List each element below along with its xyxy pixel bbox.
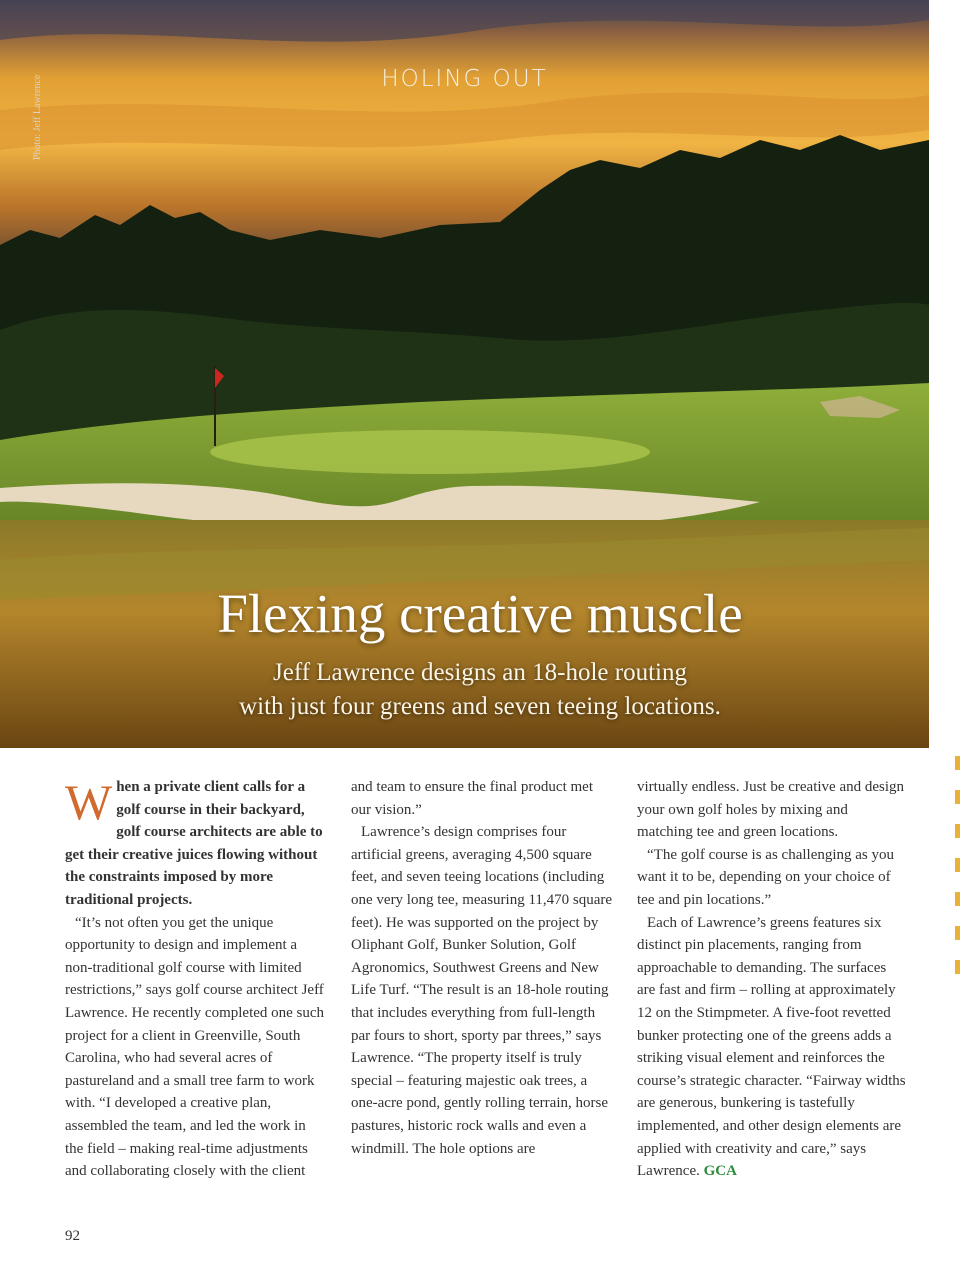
body-column-1 bbox=[65, 776, 325, 1183]
article-subtitle bbox=[200, 656, 760, 724]
paragraph bbox=[637, 912, 907, 1183]
photo-credit: Photo: Jeff Lawrence bbox=[32, 74, 43, 160]
body-column-2 bbox=[351, 776, 613, 1160]
lead-text: hen a private client calls for a golf course in their backyard, golf course architects are able to get their creative juices flowing without the constraints imposed by more traditional projects. bbox=[65, 779, 323, 908]
signoff-mark: GCA bbox=[703, 1163, 737, 1180]
subtitle-line-1: Jeff Lawrence designs an 18-hole routing bbox=[273, 659, 687, 686]
page-number: 92 bbox=[65, 1228, 80, 1244]
article-title: Flexing creative muscle bbox=[217, 583, 743, 644]
paragraph-text: Each of Lawrence’s greens features six distinct pin placements, ranging from approachable to demanding. The surfaces are fast and firm – rolling at approximately 12 on the Stimpmeter. A five-foot revetted bunker protecting one of the greens adds a striking visual element and reinforces the course’s strategic character. “Fairway widths are generous, bunkering is tastefully implemented, and other design elements are applied with creativity and care,” says Lawrence. bbox=[637, 914, 906, 1180]
paragraph: and team to ensure the final product met our vision.” bbox=[351, 779, 593, 818]
drop-cap: W bbox=[65, 774, 113, 830]
section-label: HOLING OUT bbox=[381, 66, 548, 92]
body-column-3 bbox=[637, 776, 907, 1183]
subtitle-line-2: with just four greens and seven teeing locations. bbox=[239, 693, 721, 720]
paragraph: Lawrence’s design comprises four artificial greens, averaging 4,500 square feet, and seven teeing locations (including one very long tee, measuring 11,470 square feet). He was supported on the project by Oliphant Golf, Bunker Solution, Golf Agronomics, Southwest Greens and New Life Turf. “The result is an 18-hole routing that includes everything from full-length par fours to short, sporty par threes,” says Lawrence. “The property itself is truly special – featuring majestic oak trees, a one-acre pond, gently rolling terrain, horse pastures, historic rock walls and even a windmill. The hole options are bbox=[351, 824, 613, 1157]
lead-paragraph bbox=[65, 776, 325, 912]
paragraph: “It’s not often you get the unique opportunity to design and implement a non-traditional golf course with limited restrictions,” says golf course architect Jeff Lawrence. He recently completed one such project for a client in Greenville, South Carolina, who had several acres of pastureland and a small tree farm to work with. “I developed a creative plan, assembled the team, and led the work in the field – making real-time adjustments and collaborating closely with the client bbox=[65, 914, 325, 1180]
page-edge-marks bbox=[955, 756, 960, 976]
paragraph: virtually endless. Just be creative and design your own golf holes by mixing and matching tee and green locations. bbox=[637, 779, 905, 841]
paragraph: “The golf course is as challenging as you want it to be, depending on your choice of tee and pin locations.” bbox=[637, 846, 895, 908]
